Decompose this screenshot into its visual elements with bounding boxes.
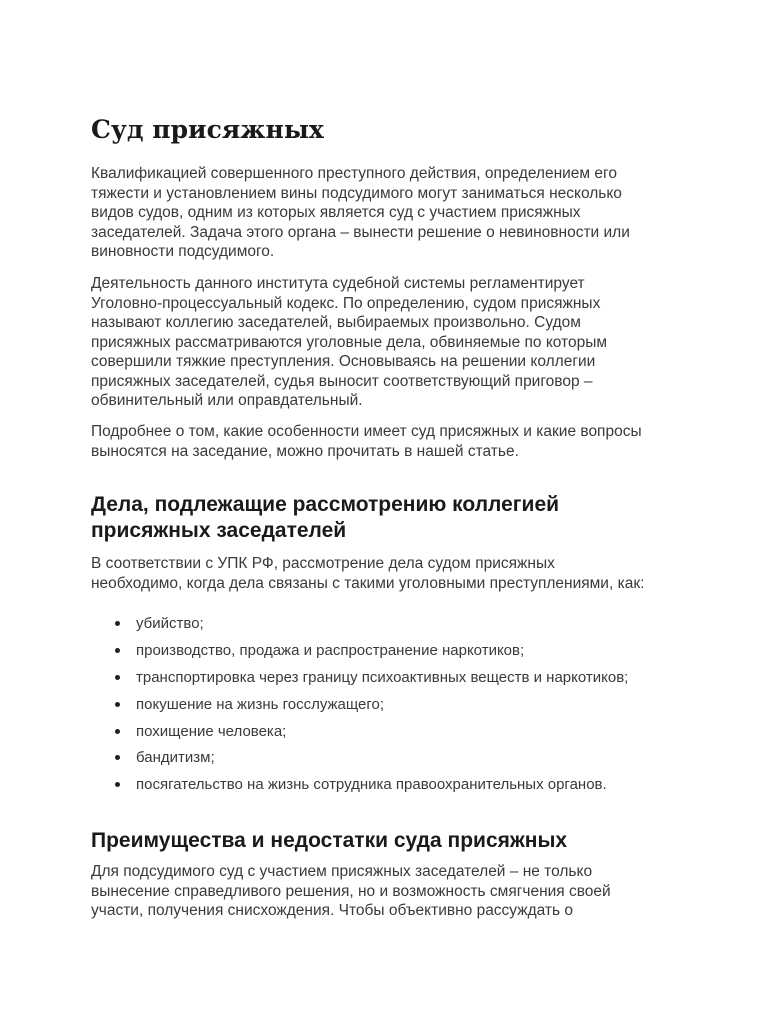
text-line: виновности подсудимого. [91,243,275,260]
text-line: необходимо, когда дела связаны с такими уголовными преступлениями, как: [91,574,645,592]
list-item [91,748,628,775]
list-item-text: убийство; [136,615,204,632]
list-item [91,641,628,668]
page-title: Суд присяжных [91,115,324,144]
intro-paragraph-3 [91,422,642,461]
text-line: тяжести и установлением вины подсудимого могут заниматься несколько [91,184,622,202]
bullet-icon [115,755,120,760]
list-item [91,722,628,749]
list-item-text: бандитизм; [136,749,215,767]
list-item [91,668,628,695]
text-line: Деятельность данного института судебной системы регламентирует [91,275,585,292]
text-line: присяжных заседателей, судья выносит соответствующий приговор – [91,372,593,390]
text-line: видов судов, одним из которых является суд с участием присяжных [91,204,581,221]
crimes-list [91,614,628,802]
text-line: Уголовно-процессуальный кодекс. По определению, судом присяжных [91,294,601,312]
text-line: совершили тяжкие преступления. Основываясь на решении коллегии [91,353,596,370]
list-item-text: производство, продажа и распространение наркотиков; [136,641,525,659]
text-line: выносятся на заседание, можно прочитать в нашей статье. [91,442,519,460]
text-line: называют коллегию заседателей, выбираемых произвольно. Судом [91,314,581,331]
heading-line: присяжных заседателей [91,519,347,542]
list-item-text: посягательство на жизнь сотрудника правоохранительных органов. [136,776,607,794]
bullet-icon [115,648,120,653]
section-cases-paragraph [91,554,644,593]
text-line: участи, получения снисхождения. Чтобы объективно рассуждать о [91,902,574,919]
list-item [91,775,628,802]
list-item [91,614,628,641]
list-item [91,695,628,722]
section-heading-pros-cons: Преимущества и недостатки суда присяжных [91,829,568,852]
intro-paragraph-1 [91,164,630,262]
section-pros-cons-paragraph [91,862,611,921]
text-line: В соответствии с УПК РФ, рассмотрение дела судом присяжных [91,555,555,572]
text-line: заседателей. Задача этого органа – вынести решение о невиновности или [91,223,630,241]
text-line: присяжных рассматриваются уголовные дела, обвиняемые по которым [91,333,608,351]
list-item-text: транспортировка через границу психоактивных веществ и наркотиков; [136,668,629,686]
bullet-icon [115,621,120,626]
bullet-icon [115,729,120,734]
list-item-text: похищение человека; [136,722,287,740]
text-line: обвинительный или оправдательный. [91,392,363,409]
heading-line: Дела, подлежащие рассмотрению коллегией [91,493,560,516]
text-line: Подробнее о том, какие особенности имеет суд присяжных и какие вопросы [91,423,642,440]
intro-paragraph-2 [91,274,607,411]
bullet-icon [115,702,120,707]
bullet-icon [115,782,120,787]
list-item-text: покушение на жизнь госслужащего; [136,695,385,713]
section-heading-cases [91,492,559,544]
bullet-icon [115,675,120,680]
text-line: Квалификацией совершенного преступного действия, определением его [91,165,617,182]
text-line: вынесение справедливого решения, но и возможность смягчения своей [91,882,611,900]
text-line: Для подсудимого суд с участием присяжных заседателей – не только [91,863,593,880]
